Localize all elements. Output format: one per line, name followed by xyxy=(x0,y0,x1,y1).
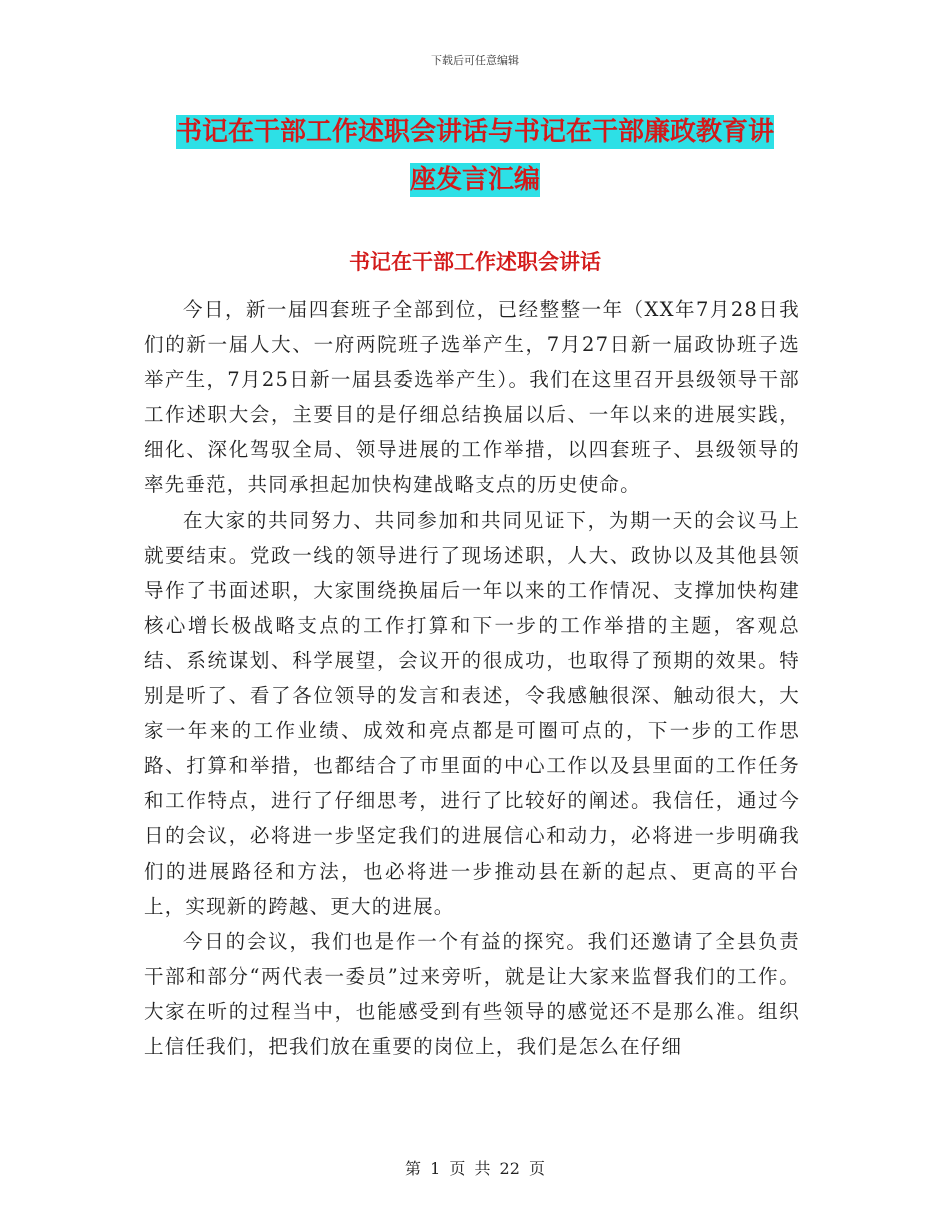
page-number-footer: 第 1 页 共 22 页 xyxy=(405,1159,545,1178)
body-paragraph-3: 今日的会议，我们也是作一个有益的探究。我们还邀请了全县负责干部和部分“两代表一委员”过来旁听，就是让大家来监督我们的工作。大家在听的过程当中，也能感受到有些领导的感觉还不是那么准。组织上信任我们，把我们放在重要的岗位上，我们是怎么在仔细 xyxy=(144,929,800,1058)
section-heading: 书记在干部工作述职会讲话 xyxy=(349,250,601,274)
body-paragraph-1: 今日，新一届四套班子全部到位，已经整整一年（XX年7月28日我们的新一届人大、一府两院班子选举产生，7月27日新一届政协班子选举产生，7月25日新一届县委选举产生）。我们在这里召开县级领导干部工作述职大会，主要目的是仔细总结换届以后、一年以来的进展实践，细化、深化驾驭全局、领导进展的工作举措，以四套班子、县级领导的率先垂范，共同承担起加快构建战略支点的历史使命。 xyxy=(144,298,800,497)
document-body xyxy=(144,292,800,1064)
document-title xyxy=(140,108,810,204)
page-header-note: 下载后可任意编辑 xyxy=(431,54,519,67)
document-title-line2: 座发言汇编 xyxy=(409,165,540,195)
document-title-line1: 书记在干部工作述职会讲话与书记在干部廉政教育讲 xyxy=(175,117,774,147)
body-paragraph-2: 在大家的共同努力、共同参加和共同见证下，为期一天的会议马上就要结束。党政一线的领导进行了现场述职，人大、政协以及其他县领导作了书面述职，大家围绕换届后一年以来的工作情况、支撑加快构建核心增长极战略支点的工作打算和下一步的工作举措的主题，客观总结、系统谋划、科学展望，会议开的很成功，也取得了预期的效果。特别是听了、看了各位领导的发言和表述，令我感触很深、触动很大，大家一年来的工作业绩、成效和亮点都是可圈可点的，下一步的工作思路、打算和举措，也都结合了市里面的中心工作以及县里面的工作任务和工作特点，进行了仔细思考，进行了比较好的阐述。我信任，通过今日的会议，必将进一步坚定我们的进展信心和动力，必将进一步明确我们的进展路径和方法，也必将进一步推动县在新的起点、更高的平台上，实现新的跨越、更大的进展。 xyxy=(144,508,800,918)
